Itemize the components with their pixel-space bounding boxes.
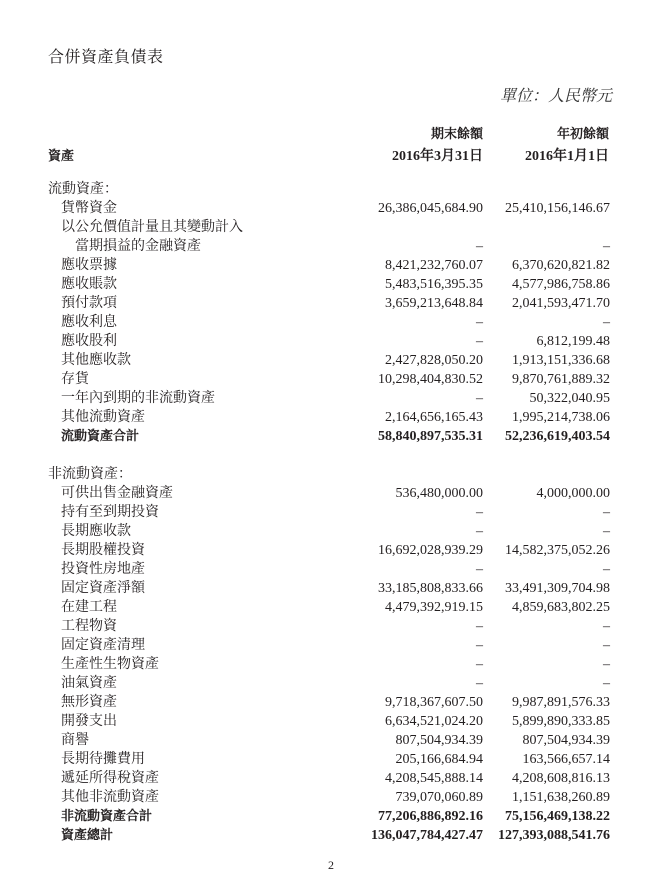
value-year-begin: 4,208,608,816.13: [512, 771, 610, 786]
row-label: 應收股利: [61, 334, 117, 349]
currency-unit: 單位：人民幣元: [499, 88, 612, 105]
value-year-begin: –: [603, 562, 610, 577]
row-label: 工程物資: [61, 619, 117, 634]
row-label: 無形資產: [61, 695, 117, 710]
section-heading: [48, 465, 610, 484]
table-row: [48, 389, 610, 408]
value-period-end: –: [476, 524, 483, 539]
value-year-begin: 52,236,619,403.54: [505, 429, 610, 444]
table-row: [48, 199, 610, 218]
value-period-end: 6,634,521,024.20: [385, 714, 483, 729]
value-period-end: 77,206,886,892.16: [378, 809, 483, 824]
section-heading: [48, 180, 610, 199]
table-row: [48, 598, 610, 617]
column-label: 期末餘額: [430, 127, 483, 142]
table-row: [48, 522, 610, 541]
page-title: 合併資產負債表: [48, 47, 164, 66]
table-row: [48, 560, 610, 579]
value-year-begin: 163,566,657.14: [522, 752, 610, 767]
row-label: 投資性房地產: [61, 562, 145, 577]
value-period-end: –: [476, 638, 483, 653]
value-year-begin: 4,000,000.00: [536, 486, 610, 501]
value-period-end: –: [476, 391, 483, 406]
subtotal-row: [48, 807, 610, 826]
value-period-end: 8,421,232,760.07: [385, 258, 483, 273]
value-year-begin: 75,156,469,138.22: [505, 809, 610, 824]
table-row: [48, 788, 610, 807]
value-year-begin: 2,041,593,471.70: [512, 296, 610, 311]
value-period-end: –: [476, 619, 483, 634]
value-period-end: –: [476, 334, 483, 349]
column-date: 2016年3月31日: [392, 149, 483, 164]
value-period-end: 16,692,028,939.29: [378, 543, 483, 558]
value-year-begin: 4,577,986,758.86: [512, 277, 610, 292]
value-year-begin: 9,870,761,889.32: [512, 372, 610, 387]
value-period-end: 10,298,404,830.52: [378, 372, 483, 387]
value-year-begin: [483, 218, 610, 237]
row-label: 遞延所得稅資產: [61, 771, 159, 786]
value-period-end: 807,504,934.39: [395, 733, 483, 748]
row-label: 資產總計: [61, 828, 114, 843]
value-period-end: 9,718,367,607.50: [385, 695, 483, 710]
table-row: [48, 731, 610, 750]
value-period-end: –: [476, 505, 483, 520]
value-year-begin: 50,322,040.95: [529, 391, 610, 406]
value-period-end: 4,208,545,888.14: [385, 771, 483, 786]
row-label: 油氣資產: [61, 676, 117, 691]
table-row: [48, 256, 610, 275]
value-year-begin: –: [603, 505, 610, 520]
value-period-end: –: [476, 315, 483, 330]
table-row: [48, 294, 610, 313]
column-header-year-begin: [525, 123, 609, 165]
table-row: [48, 484, 610, 503]
table-row: [48, 313, 610, 332]
value-period-end: 58,840,897,535.31: [378, 429, 483, 444]
value-period-end: 26,386,045,684.90: [378, 201, 483, 216]
row-label: 長期待攤費用: [61, 752, 145, 767]
row-label: 以公允價值計量且其變動計入: [61, 220, 243, 235]
table-row: [48, 655, 610, 674]
row-label: 當期損益的金融資產: [75, 239, 201, 254]
value-year-begin: 807,504,934.39: [522, 733, 610, 748]
value-year-begin: –: [603, 524, 610, 539]
value-year-begin: [483, 465, 610, 484]
table-row: [48, 370, 610, 389]
row-label: 商譽: [61, 733, 89, 748]
value-year-begin: 127,393,088,541.76: [498, 828, 610, 843]
value-year-begin: 1,913,151,336.68: [512, 353, 610, 368]
row-label: 長期股權投資: [61, 543, 145, 558]
value-period-end: 136,047,784,427.47: [371, 828, 483, 843]
value-period-end: 2,164,656,165.43: [385, 410, 483, 425]
grand-total-row: [48, 826, 610, 845]
table-row: [48, 237, 610, 256]
value-year-begin: 1,151,638,260.89: [512, 790, 610, 805]
spacer-row: [48, 446, 610, 465]
row-label: 貨幣資金: [61, 201, 117, 216]
table-row: [48, 693, 610, 712]
row-label: 存貨: [61, 372, 89, 387]
row-label: 預付款項: [61, 296, 117, 311]
table-row: [48, 750, 610, 769]
balance-sheet-table: [48, 180, 610, 845]
value-period-end: 33,185,808,833.66: [378, 581, 483, 596]
value-period-end: 4,479,392,919.15: [385, 600, 483, 615]
column-label: 年初餘額: [556, 127, 609, 142]
spacer: [48, 446, 610, 465]
value-period-end: –: [476, 239, 483, 254]
table-row: [48, 636, 610, 655]
table-row: [48, 579, 610, 598]
table-row: [48, 712, 610, 731]
page-number: 2: [328, 858, 334, 872]
row-label: 在建工程: [61, 600, 117, 615]
value-year-begin: 25,410,156,146.67: [505, 201, 610, 216]
row-label: 固定資產清理: [61, 638, 145, 653]
value-year-begin: 4,859,683,802.25: [512, 600, 610, 615]
column-header-period-end: [392, 123, 483, 165]
table-row: [48, 541, 610, 560]
row-label: 長期應收款: [61, 524, 131, 539]
row-label: 應收賬款: [61, 277, 117, 292]
value-year-begin: 9,987,891,576.33: [512, 695, 610, 710]
table-row: [48, 275, 610, 294]
section-label-assets: 資產: [48, 149, 75, 164]
row-label: 可供出售金融資產: [61, 486, 173, 501]
value-year-begin: –: [603, 657, 610, 672]
value-period-end: 5,483,516,395.35: [385, 277, 483, 292]
column-date: 2016年1月1日: [525, 149, 609, 164]
value-year-begin: 14,582,375,052.26: [505, 543, 610, 558]
row-label: 其他流動資產: [61, 410, 145, 425]
value-year-begin: –: [603, 676, 610, 691]
value-year-begin: –: [603, 638, 610, 653]
row-label: 固定資產淨額: [61, 581, 145, 596]
value-period-end: –: [476, 657, 483, 672]
value-year-begin: 6,370,620,821.82: [512, 258, 610, 273]
value-period-end: –: [476, 562, 483, 577]
value-period-end: [333, 465, 483, 484]
row-label: 應收票據: [61, 258, 117, 273]
table-row: [48, 503, 610, 522]
value-period-end: 3,659,213,648.84: [385, 296, 483, 311]
value-period-end: 536,480,000.00: [395, 486, 483, 501]
value-year-begin: 1,995,214,738.06: [512, 410, 610, 425]
value-period-end: 2,427,828,050.20: [385, 353, 483, 368]
table-row: [48, 351, 610, 370]
row-label: 開發支出: [61, 714, 117, 729]
row-label: 非流動資產：: [48, 467, 132, 482]
table-row: [48, 218, 610, 237]
value-year-begin: [483, 180, 610, 199]
value-period-end: [333, 180, 483, 199]
value-year-begin: –: [603, 619, 610, 634]
row-label: 其他非流動資產: [61, 790, 159, 805]
row-label: 持有至到期投資: [61, 505, 159, 520]
value-year-begin: –: [603, 315, 610, 330]
value-year-begin: –: [603, 239, 610, 254]
subtotal-row: [48, 427, 610, 446]
table-row: [48, 617, 610, 636]
table-row: [48, 408, 610, 427]
row-label: 應收利息: [61, 315, 117, 330]
value-period-end: [333, 218, 483, 237]
row-label: 一年內到期的非流動資產: [61, 391, 215, 406]
table-row: [48, 769, 610, 788]
value-year-begin: 5,899,890,333.85: [512, 714, 610, 729]
row-label: 非流動資產合計: [61, 809, 153, 824]
table-row: [48, 674, 610, 693]
value-year-begin: 6,812,199.48: [536, 334, 610, 349]
row-label: 其他應收款: [61, 353, 131, 368]
row-label: 流動資產：: [48, 182, 118, 197]
row-label: 生產性生物資產: [61, 657, 159, 672]
value-period-end: 205,166,684.94: [395, 752, 483, 767]
value-year-begin: 33,491,309,704.98: [505, 581, 610, 596]
value-period-end: 739,070,060.89: [395, 790, 483, 805]
value-period-end: –: [476, 676, 483, 691]
table-row: [48, 332, 610, 351]
row-label: 流動資產合計: [61, 429, 140, 444]
